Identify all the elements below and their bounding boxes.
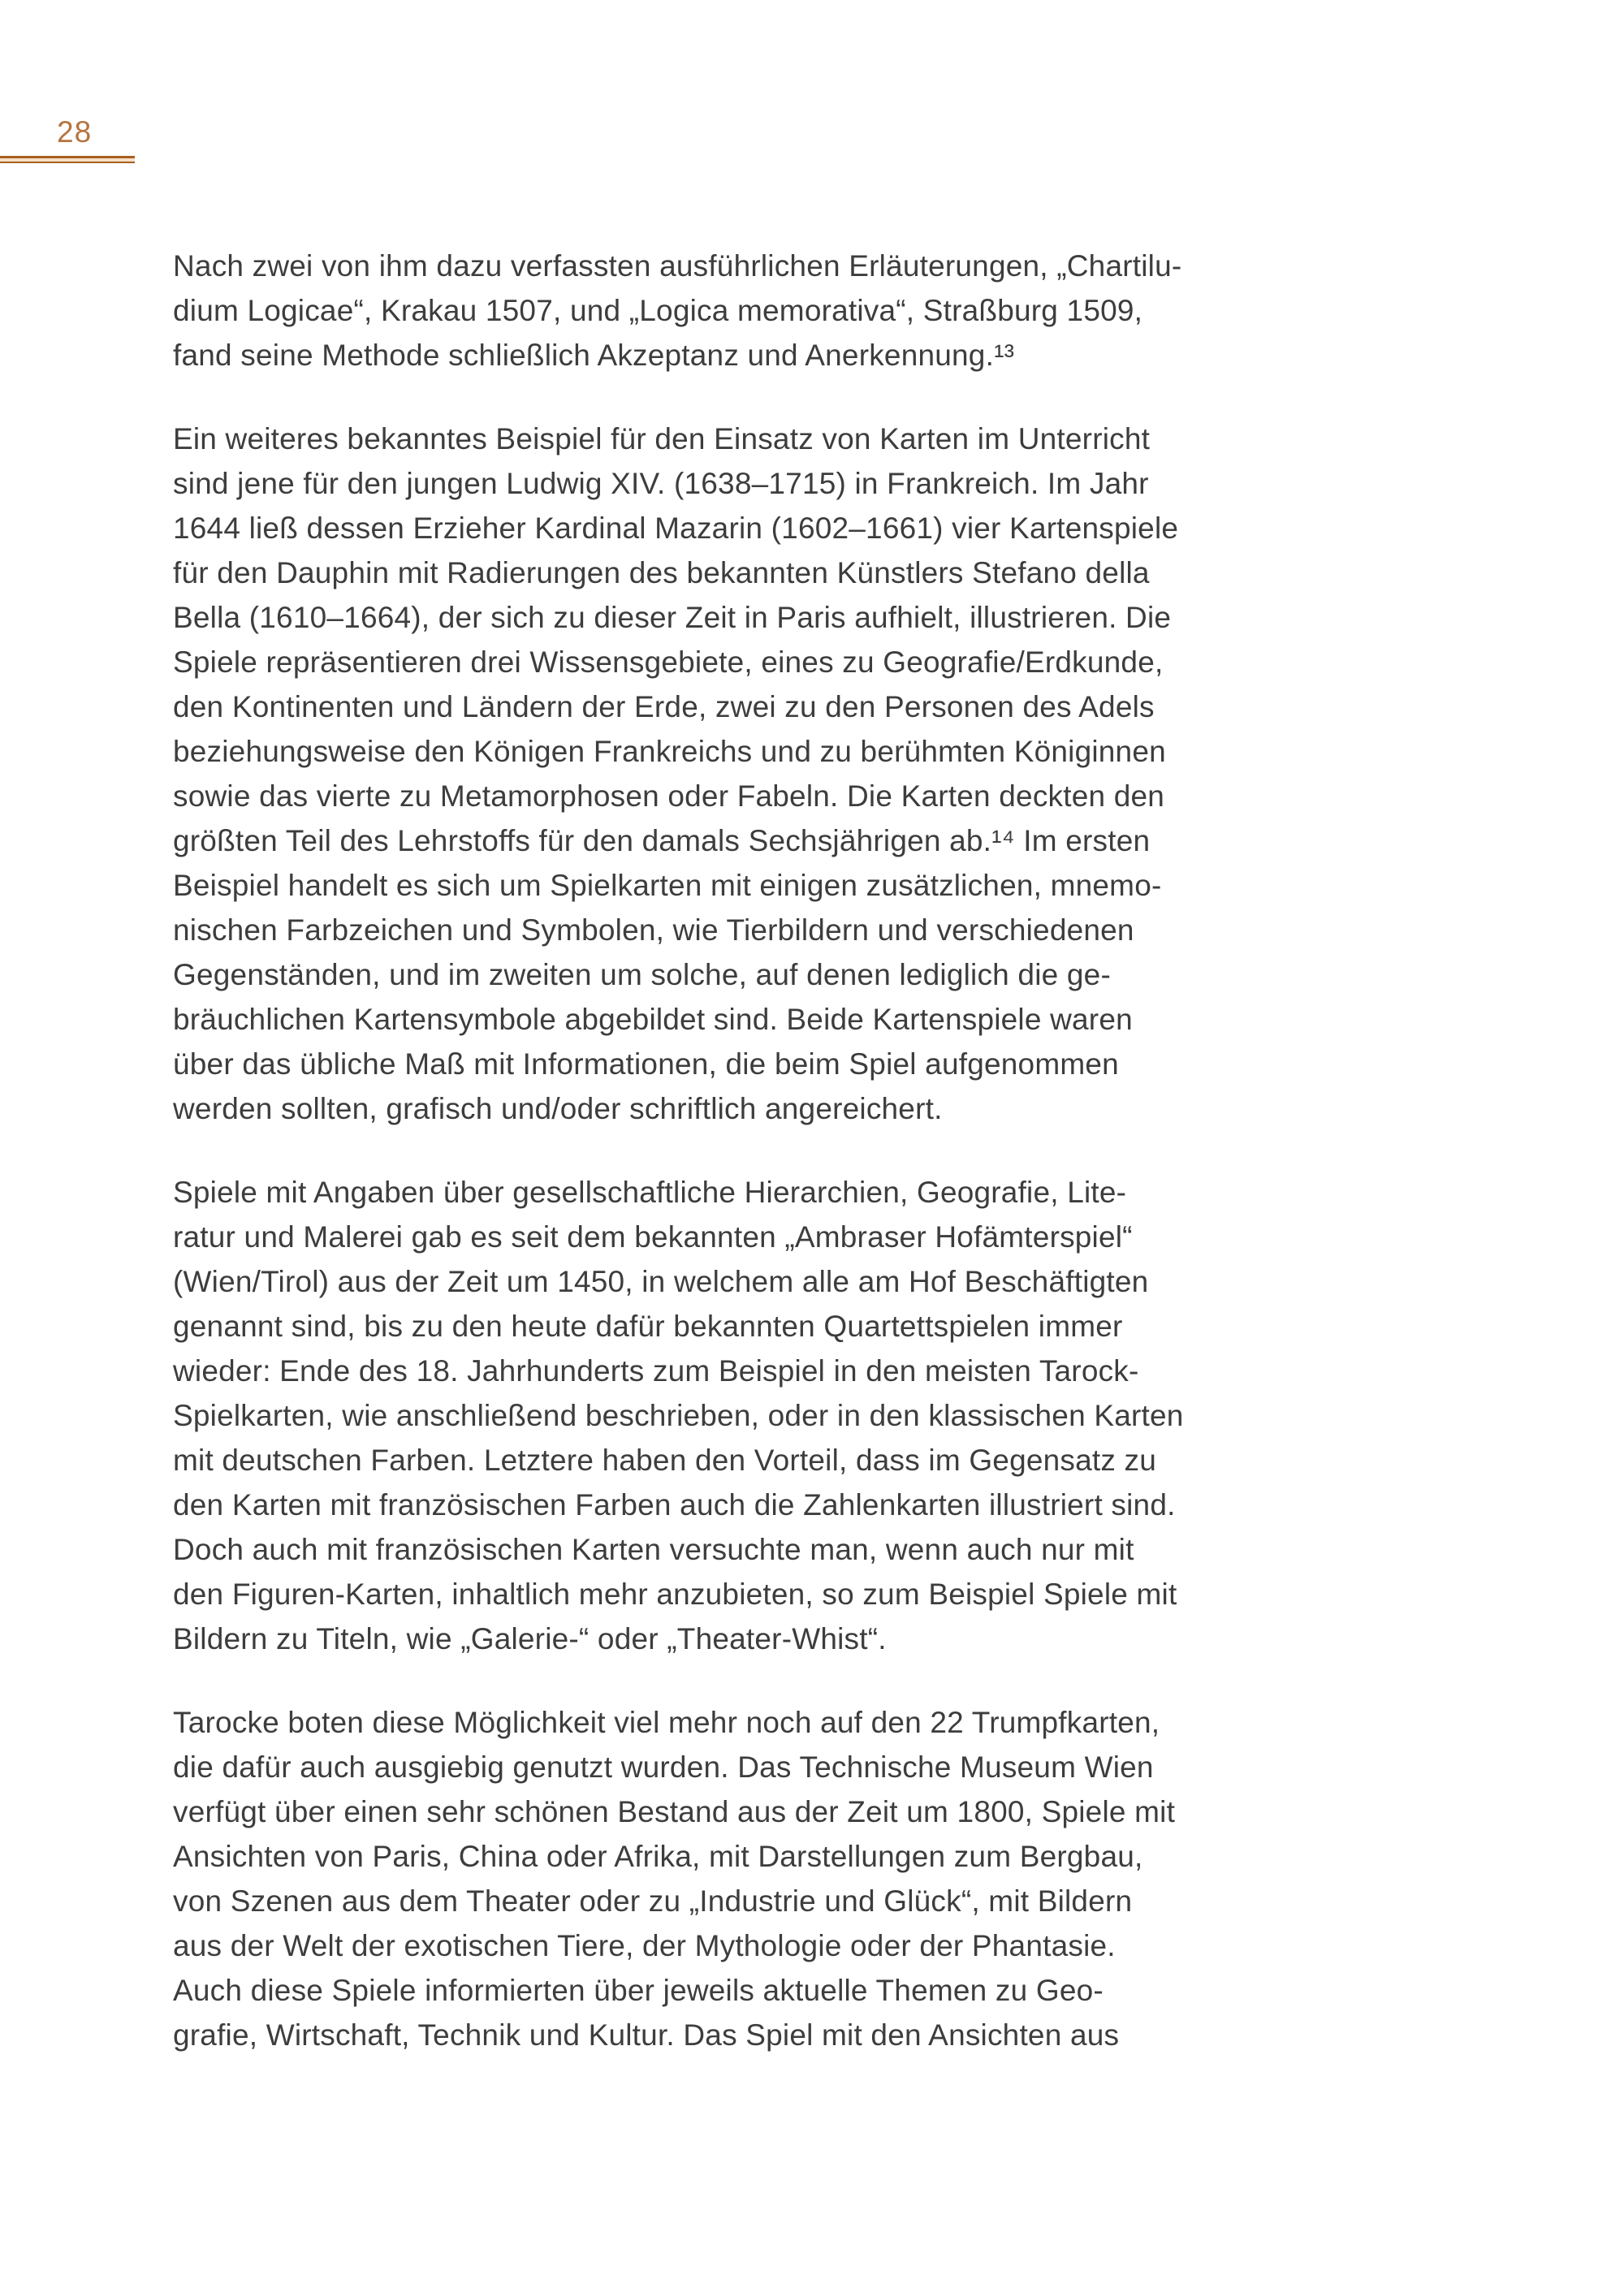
text-line: von Szenen aus dem Theater oder zu „Industrie und Glück“, mit Bildern bbox=[173, 1884, 1133, 1918]
paragraph-1 bbox=[173, 244, 1326, 378]
text-line: (Wien/Tirol) aus der Zeit um 1450, in welchem alle am Hof Beschäftigten bbox=[173, 1265, 1149, 1298]
text-line: den Karten mit französischen Farben auch die Zahlenkarten illustriert sind. bbox=[173, 1488, 1176, 1522]
text-line: Beispiel handelt es sich um Spielkarten mit einigen zusätzlichen, mnemo- bbox=[173, 869, 1162, 902]
text-line: nischen Farbzeichen und Symbolen, wie Tierbildern und verschiedenen bbox=[173, 913, 1134, 947]
text-line: wieder: Ende des 18. Jahrhunderts zum Beispiel in den meisten Tarock- bbox=[173, 1354, 1139, 1388]
text-line: Bella (1610–1664), der sich zu dieser Zeit in Paris aufhielt, illustrieren. Die bbox=[173, 601, 1172, 634]
text-line: Gegenständen, und im zweiten um solche, auf denen lediglich die ge- bbox=[173, 958, 1111, 991]
text-line: die dafür auch ausgiebig genutzt wurden. Das Technische Museum Wien bbox=[173, 1750, 1154, 1784]
text-line: verfügt über einen sehr schönen Bestand aus der Zeit um 1800, Spiele mit bbox=[173, 1795, 1176, 1828]
text-line: Ansichten von Paris, China oder Afrika, mit Darstellungen zum Bergbau, bbox=[173, 1840, 1143, 1873]
text-line: werden sollten, grafisch und/oder schriftlich angereichert. bbox=[173, 1092, 943, 1125]
text-line: Tarocke boten diese Möglichkeit viel mehr noch auf den 22 Trumpfkarten, bbox=[173, 1706, 1160, 1739]
text-line: ratur und Malerei gab es seit dem bekannten „Ambraser Hofämterspiel“ bbox=[173, 1220, 1133, 1254]
text-line: Doch auch mit französischen Karten versuchte man, wenn auch nur mit bbox=[173, 1533, 1134, 1566]
body-text bbox=[173, 244, 1326, 2057]
text-line: Nach zwei von ihm dazu verfassten ausführlichen Erläuterungen, „Chartilu- bbox=[173, 249, 1182, 283]
text-line: genannt sind, bis zu den heute dafür bekannten Quartettspielen immer bbox=[173, 1310, 1123, 1343]
text-line: größten Teil des Lehrstoffs für den damals Sechsjährigen ab.¹⁴ Im ersten bbox=[173, 824, 1151, 857]
paragraph-3 bbox=[173, 1170, 1326, 1661]
text-line: über das übliche Maß mit Informationen, die beim Spiel aufgenommen bbox=[173, 1047, 1119, 1081]
text-line: sowie das vierte zu Metamorphosen oder Fabeln. Die Karten deckten den bbox=[173, 779, 1165, 813]
header-rule bbox=[0, 156, 135, 163]
text-line: Auch diese Spiele informierten über jeweils aktuelle Themen zu Geo- bbox=[173, 1974, 1104, 2007]
text-line: den Kontinenten und Ländern der Erde, zwei zu den Personen des Adels bbox=[173, 690, 1155, 723]
text-line: grafie, Wirtschaft, Technik und Kultur. Das Spiel mit den Ansichten aus bbox=[173, 2018, 1120, 2052]
text-line: Spiele repräsentieren drei Wissensgebiete, eines zu Geografie/Erdkunde, bbox=[173, 645, 1164, 679]
text-line: mit deutschen Farben. Letztere haben den Vorteil, dass im Gegensatz zu bbox=[173, 1444, 1157, 1477]
text-line: fand seine Methode schließlich Akzeptanz und Anerkennung.¹³ bbox=[173, 339, 1015, 372]
text-line: aus der Welt der exotischen Tiere, der Mythologie oder der Phantasie. bbox=[173, 1929, 1116, 1962]
text-line: Ein weiteres bekanntes Beispiel für den Einsatz von Karten im Unterricht bbox=[173, 422, 1151, 455]
text-line: Spielkarten, wie anschließend beschrieben, oder in den klassischen Karten bbox=[173, 1399, 1184, 1432]
text-line: Bildern zu Titeln, wie „Galerie-“ oder „Theater-Whist“. bbox=[173, 1622, 887, 1655]
text-line: dium Logicae“, Krakau 1507, und „Logica memorativa“, Straßburg 1509, bbox=[173, 294, 1143, 327]
paragraph-4 bbox=[173, 1700, 1326, 2057]
text-line: sind jene für den jungen Ludwig XIV. (1638–1715) in Frankreich. Im Jahr bbox=[173, 467, 1149, 500]
text-line: 1644 ließ dessen Erzieher Kardinal Mazarin (1602–1661) vier Kartenspiele bbox=[173, 511, 1179, 545]
page-number: 28 bbox=[57, 115, 93, 149]
paragraph-2 bbox=[173, 417, 1326, 1131]
text-line: den Figuren-Karten, inhaltlich mehr anzubieten, so zum Beispiel Spiele mit bbox=[173, 1578, 1177, 1611]
text-line: für den Dauphin mit Radierungen des bekannten Künstlers Stefano della bbox=[173, 556, 1150, 589]
text-line: beziehungsweise den Königen Frankreichs und zu berühmten Königinnen bbox=[173, 735, 1166, 768]
text-line: bräuchlichen Kartensymbole abgebildet sind. Beide Kartenspiele waren bbox=[173, 1003, 1133, 1036]
text-line: Spiele mit Angaben über gesellschaftliche Hierarchien, Geografie, Lite- bbox=[173, 1176, 1127, 1209]
